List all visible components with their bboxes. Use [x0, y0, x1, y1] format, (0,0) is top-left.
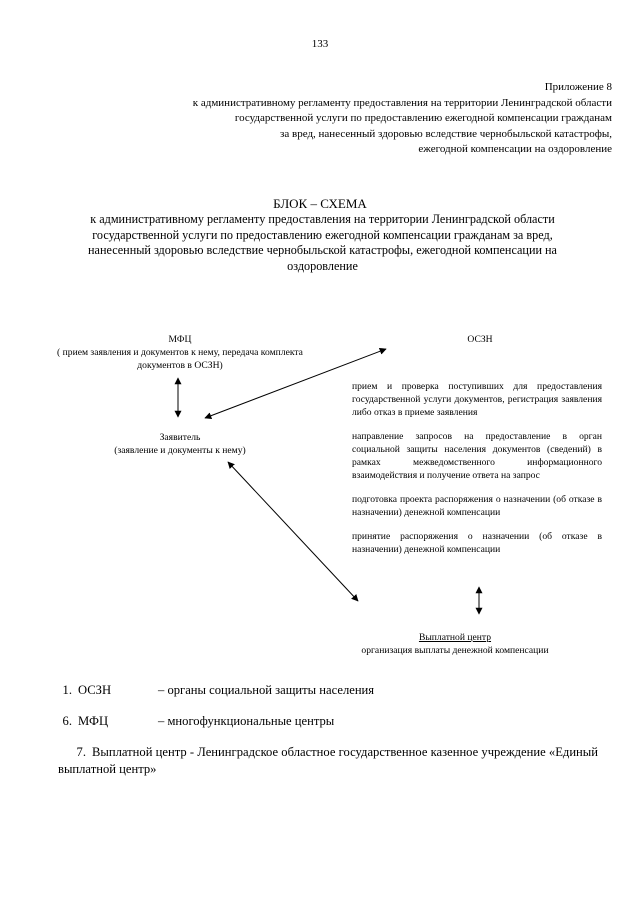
legend-item-7: [58, 744, 598, 778]
mfc-description: ( прием заявления и документов к нему, передача комплекта документов в ОСЗН): [57, 347, 303, 371]
legend-item: [50, 683, 610, 698]
page-number: 133: [311, 38, 329, 50]
subtitle-line: к административному регламенту предоставления на территории Ленинградской области: [90, 212, 555, 226]
oszn-step: направление запросов на предоставление в орган социальной защиты населения документов (сведений) в рамках межведомственного информационного взаимодействия и получение ответа на запрос: [352, 431, 602, 481]
legend-item: [50, 714, 610, 729]
appendix-line: ежегодной компенсации на оздоровление: [418, 143, 612, 155]
legend-text: – органы социальной защиты населения: [158, 683, 375, 697]
appendix-line: за вред, нанесенный здоровью вследствие чернобыльской катастрофы,: [280, 127, 612, 140]
mfc-name: МФЦ: [168, 334, 192, 345]
legend-num: 7.: [76, 745, 86, 759]
arrow-applicant-payout: [228, 462, 358, 601]
oszn-step: прием и проверка поступивших для предоставления государственной услуги документов, регистрация заявления либо отказ в приеме заявления: [352, 381, 602, 418]
payout-description: организация выплаты денежной компенсации: [361, 645, 549, 656]
legend-abbr: ОСЗН: [78, 683, 112, 697]
legend-num: 1.: [62, 683, 72, 697]
legend-num: 6.: [62, 714, 72, 728]
subtitle-line: оздоровление: [287, 258, 358, 273]
oszn-step: принятие распоряжения о назначении (об отказе в назначении) денежной компенсации: [352, 531, 602, 555]
legend-text: Выплатной центр - Ленинградское областное государственное казенное учреждение «Единый выплатной центр»: [58, 745, 598, 776]
subtitle-line: государственной услуги по предоставлению ежегодной компенсации гражданам за вред,: [92, 227, 553, 242]
arrow-applicant-oszn: [205, 349, 386, 418]
scheme-title: БЛОК – СХЕМА: [273, 196, 367, 211]
subtitle-line: нанесенный здоровью вследствие чернобыльской катастрофы, ежегодной компенсации на: [88, 243, 557, 257]
appendix-line: Приложение 8: [544, 81, 612, 93]
appendix-line: государственной услуги по предоставлению ежегодной компенсации гражданам: [234, 112, 612, 124]
oszn-name: ОСЗН: [467, 334, 493, 345]
applicant-name: Заявитель: [159, 432, 201, 443]
legend-text: – многофункциональные центры: [158, 714, 335, 728]
applicant-description: (заявление и документы к нему): [114, 445, 246, 456]
appendix-line: к административному регламенту предоставления на территории Ленинградской области: [192, 96, 612, 109]
legend-abbr: МФЦ: [78, 714, 109, 728]
oszn-step: подготовка проекта распоряжения о назначении (об отказе в назначении) денежной компенсации: [352, 494, 602, 518]
payout-name: Выплатной центр: [418, 632, 492, 643]
